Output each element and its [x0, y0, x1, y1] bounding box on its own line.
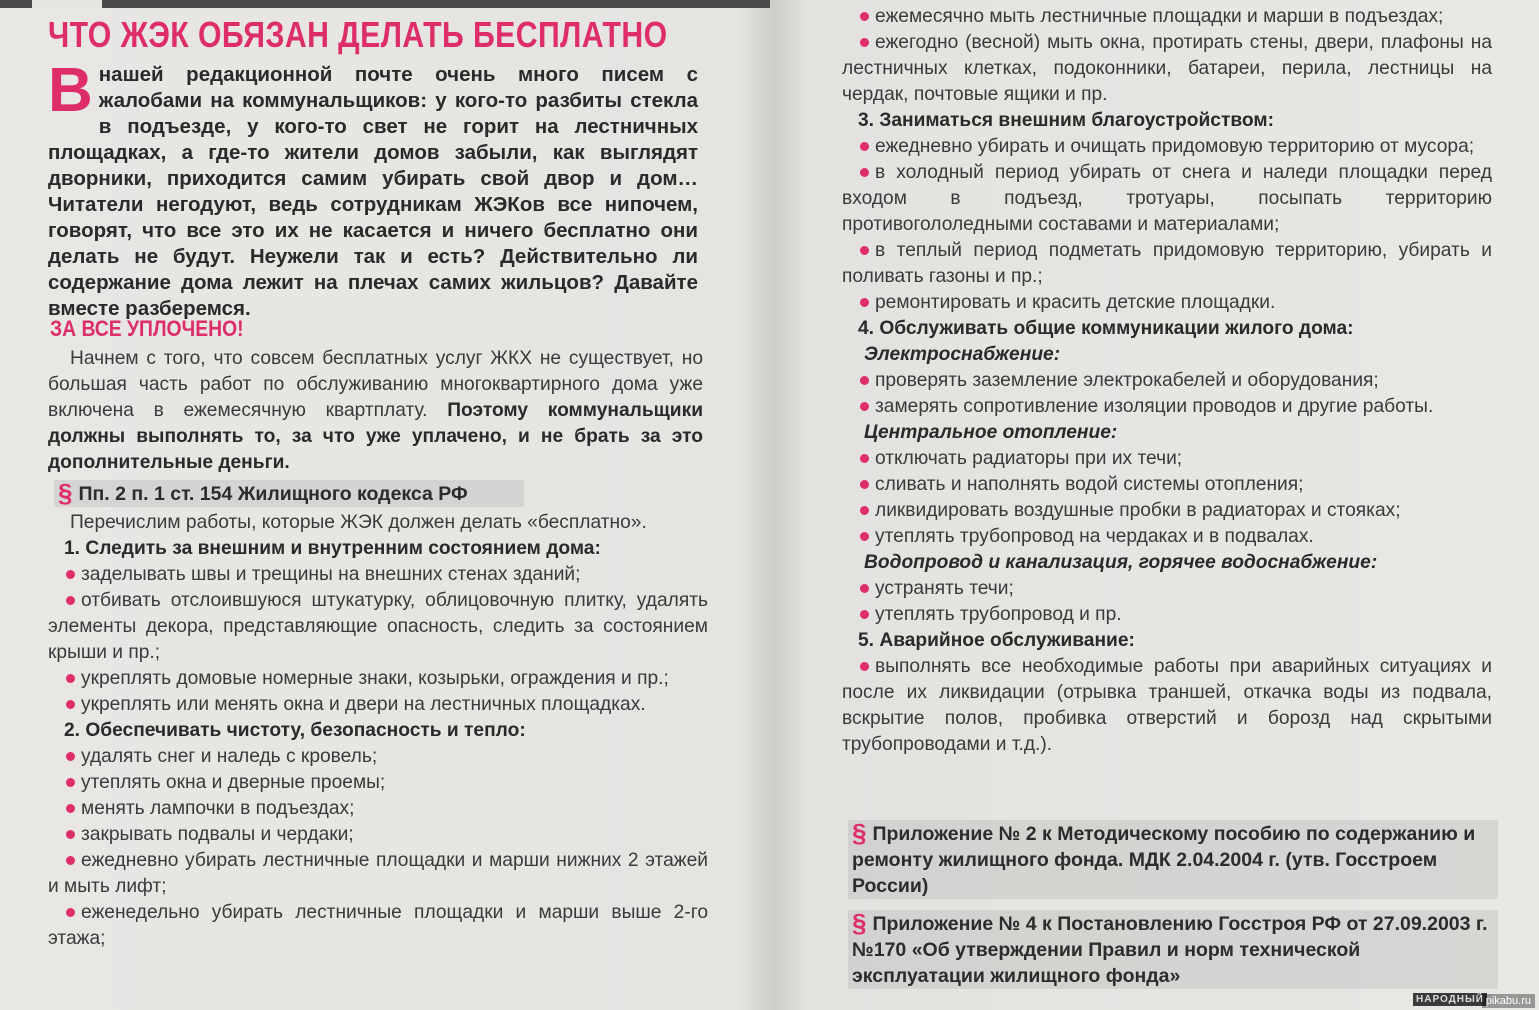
list-item: ликвидировать воздушные пробки в радиаторах и стояках; [842, 498, 1492, 524]
list-item: в холодный период убирать от снега и наледи площадки перед входом в подъезд, тротуары, посыпать территорию противогололедными составами и материалами; [842, 162, 1492, 235]
bullet-icon [860, 376, 869, 385]
section1-heading: 1. Следить за внешним и внутренним состоянием дома: [64, 538, 601, 559]
list-item: проверять заземление электрокабелей и оборудования; [842, 368, 1492, 394]
corner-label: НАРОДНЫЙ [1413, 993, 1487, 1006]
bullet-icon [66, 778, 75, 787]
list-item: укреплять или менять окна и двери на лестничных площадках. [48, 692, 708, 718]
article-lead [48, 56, 698, 322]
list-item: заделывать швы и трещины на внешних стенах зданий; [48, 562, 708, 588]
bullet-icon [860, 532, 869, 541]
law-ref-3 [848, 910, 1498, 989]
law-ref-1-text: Пп. 2 п. 1 ст. 154 Жилищного кодекса РФ [78, 483, 468, 505]
list-item: утеплять трубопровод и пр. [842, 602, 1492, 628]
list-item: отключать радиаторы при их течи; [842, 446, 1492, 472]
section5-heading: 5. Аварийное обслуживание: [858, 630, 1135, 651]
bullet-icon [860, 12, 869, 21]
section2-heading: 2. Обеспечивать чистоту, безопасность и тепло: [64, 720, 526, 741]
list-item: ежедневно убирать лестничные площадки и марши нижних 2 этажей и мыть лифт; [48, 850, 708, 897]
intro-bold: Поэтому коммунальщики должны выполнять то, за что уже уплачено, и не брать за это дополнительные деньги. [48, 400, 703, 473]
section-symbol: § [58, 478, 73, 508]
list-item: ежедневно убирать и очищать придомовую территорию от мусора; [842, 134, 1492, 160]
bullet-icon [860, 38, 869, 47]
list-item: утеплять окна и дверные проемы; [48, 770, 708, 796]
list-item: укреплять домовые номерные знаки, козырьки, ограждения и пр.; [48, 666, 708, 692]
list-item: замерять сопротивление изоляции проводов и другие работы. [842, 394, 1492, 420]
list-item: ежегодно (весной) мыть окна, протирать стены, двери, плафоны на лестничных клетках, подоконники, батареи, перила, лестницы на чердак, почтовые ящики и пр. [842, 32, 1492, 105]
section3-heading: 3. Заниматься внешним благоустройством: [858, 110, 1274, 131]
list-item: ремонтировать и красить детские площадки. [842, 290, 1492, 316]
law-ref-2 [848, 820, 1498, 899]
top-rule [0, 0, 770, 8]
bullet-icon [66, 674, 75, 683]
subheading-electric: Электроснабжение: [864, 344, 1061, 365]
list-item: ежемесячно мыть лестничные площадки и марши в подъездах; [842, 4, 1492, 30]
bullet-icon [66, 752, 75, 761]
lead-text: нашей редакционной почте очень много писем с жалобами на коммунальщиков: у кого-то разбиты стекла в подъезде, у кого-то свет не горит на лестничных площадках, а где-то жители домов забыли, как выглядят дворники, приходится самим убирать свой двор и дом… Читатели негодуют, ведь сотрудникам ЖЭКов все нипочем, говорят, что все это их не касается и ничего бесплатно они делать не будут. Неужели так и есть? Действительно ли содержание дома лежит на плечах самих жильцов? Давайте вместе разберемся. [48, 63, 698, 320]
bullet-icon [66, 596, 75, 605]
bullet-icon [66, 830, 75, 839]
subheading-water: Водопровод и канализация, горячее водоснабжение: [864, 552, 1378, 573]
list-item: сливать и наполнять водой системы отопления; [842, 472, 1492, 498]
law-ref-1 [54, 480, 524, 507]
article-title: ЧТО ЖЭК ОБЯЗАН ДЕЛАТЬ БЕСПЛАТНО [48, 14, 668, 55]
law-ref-3-text: Приложение № 4 к Постановлению Госстроя РФ от 27.09.2003 г. №170 «Об утверждении Правил и норм технической эксплуатации жилищного фонда» [852, 913, 1488, 987]
subheading-heating: Центральное отопление: [864, 422, 1118, 443]
bullet-icon [66, 804, 75, 813]
bullet-icon [860, 168, 869, 177]
section-symbol: § [852, 818, 867, 848]
bullet-icon [66, 700, 75, 709]
intro-normal: Начнем с того, что совсем бесплатных услуг ЖКХ не существует, но большая часть работ по обслуживанию многоквартирного дома уже включена в ежемесячную квартплату. [48, 348, 703, 421]
list-item: еженедельно убирать лестничные площадки и марши выше 2-го этажа; [48, 902, 708, 949]
list-block-left [48, 510, 708, 952]
subhead: ЗА ВСЕ УПЛОЧЕНО! [50, 316, 244, 341]
list-item: отбивать отслоившуюся штукатурку, облицовочную плитку, удалять элементы декора, представляющие опасность, следить за состоянием крыши и пр.; [48, 590, 708, 663]
section-symbol: § [852, 908, 867, 938]
list-intro: Перечислим работы, которые ЖЭК должен делать «бесплатно». [70, 512, 647, 533]
list-item: выполнять все необходимые работы при аварийных ситуациях и после их ликвидации (отрывка траншей, откачка воды из подвала, вскрытие полов, пробивка отверстий и борозд над скрытыми трубопроводами и т.д.). [842, 656, 1492, 755]
section4-heading: 4. Обслуживать общие коммуникации жилого дома: [858, 318, 1354, 339]
bullet-icon [860, 584, 869, 593]
list-block-right [842, 4, 1492, 758]
bullet-icon [860, 454, 869, 463]
intro-block [48, 346, 703, 476]
list-item: утеплять трубопровод на чердаках и в подвалах. [842, 524, 1492, 550]
bullet-icon [860, 480, 869, 489]
intro-paragraph [48, 346, 703, 476]
bullet-icon [860, 142, 869, 151]
list-item: удалять снег и наледь с кровель; [48, 744, 708, 770]
list-item: закрывать подвалы и чердаки; [48, 822, 708, 848]
bullet-icon [860, 298, 869, 307]
drop-cap: В [48, 56, 93, 125]
bullet-icon [860, 246, 869, 255]
bullet-icon [860, 610, 869, 619]
list-item: в теплый период подметать придомовую территорию, убирать и поливать газоны и пр.; [842, 240, 1492, 287]
list-item: менять лампочки в подъездах; [48, 796, 708, 822]
bullet-icon [860, 662, 869, 671]
list-item: устранять течи; [842, 576, 1492, 602]
watermark: pikabu.ru [1482, 994, 1535, 1008]
bullet-icon [860, 402, 869, 411]
bullet-icon [66, 570, 75, 579]
law-ref-2-text: Приложение № 2 к Методическому пособию по содержанию и ремонту жилищного фонда. МДК 2.04.2004 г. (утв. Госстроем России) [852, 823, 1476, 897]
bullet-icon [66, 908, 75, 917]
bullet-icon [860, 506, 869, 515]
bullet-icon [66, 856, 75, 865]
